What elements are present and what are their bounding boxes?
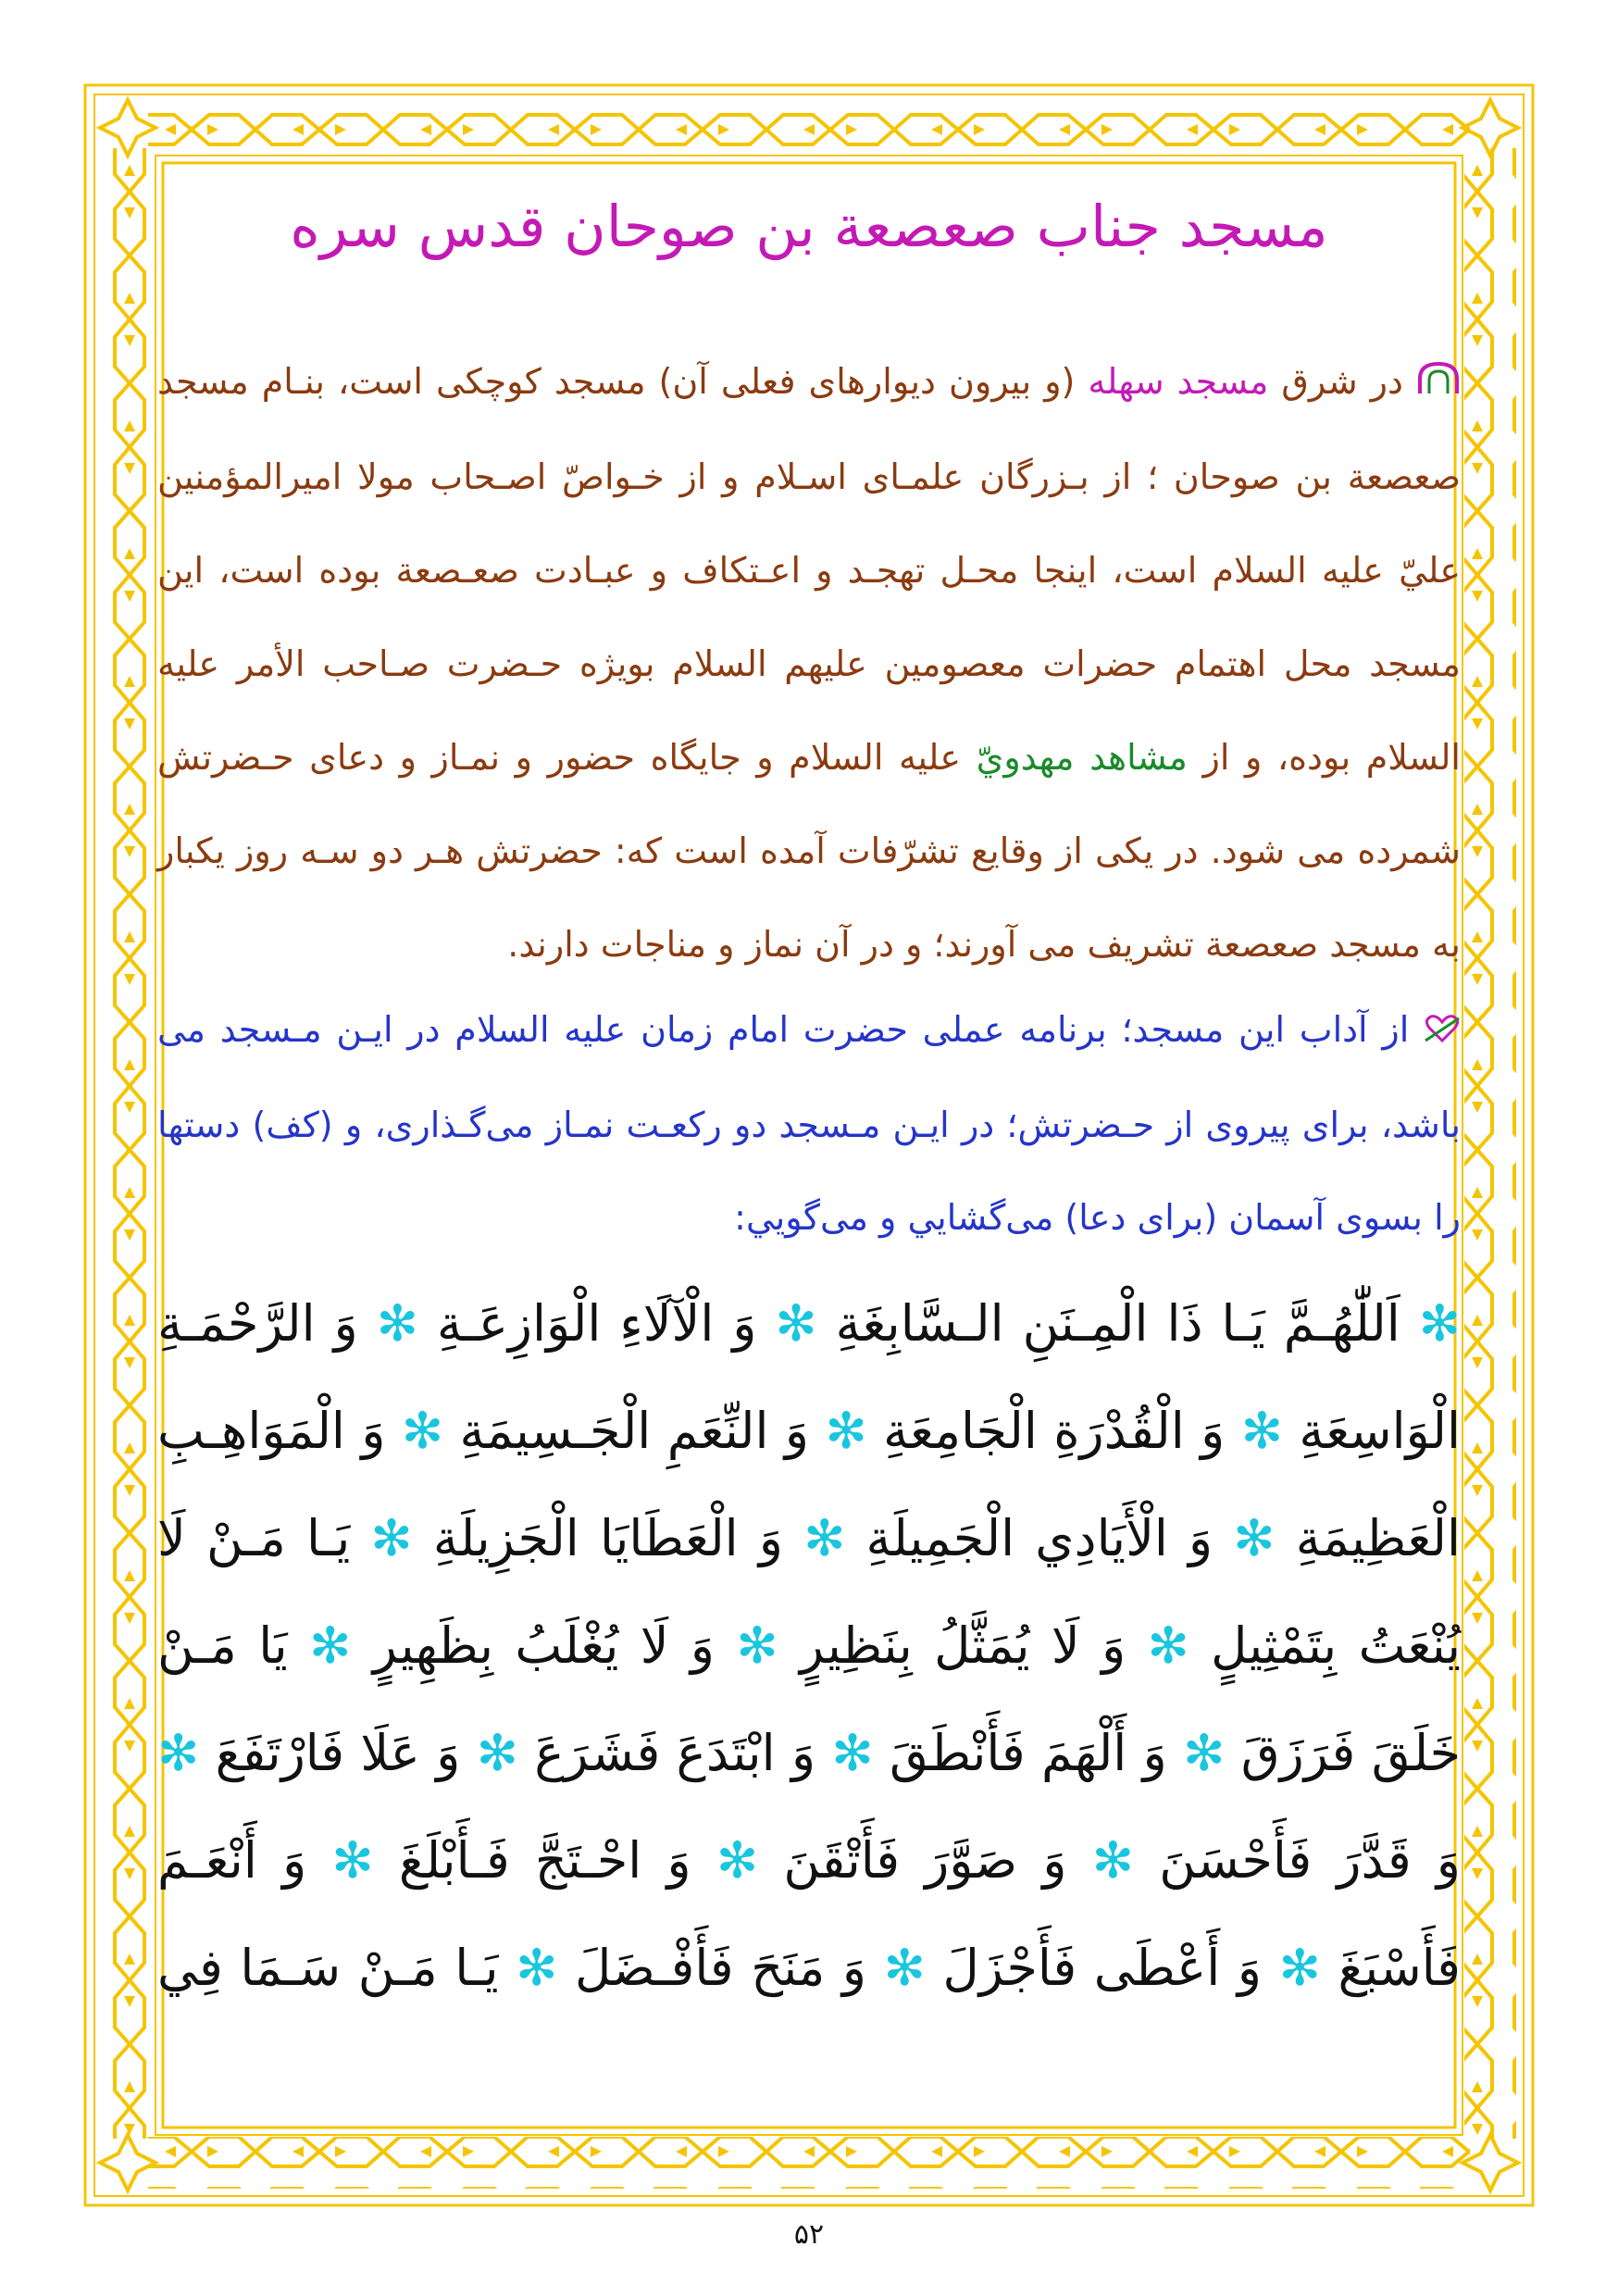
- dua-phrase: وَ أَلْهَمَ فَأَنْطَقَ: [890, 1724, 1167, 1782]
- dua-separator: ✻: [370, 1509, 413, 1567]
- dua-phrase: وَ صَوَّرَ فَأَتْقَنَ: [783, 1831, 1067, 1890]
- page-title-text: مسجد جناب صعصعة بن صوحان قدس سره: [290, 193, 1328, 260]
- dua-phrase: وَ الْمَوَاهِـبِ الْعَظِيمَةِ: [157, 1402, 1461, 1567]
- dua-separator: ✻: [736, 1616, 778, 1675]
- dua-separator: ✻: [1278, 1939, 1321, 1997]
- dua-phrase: وَ أَعْطَى فَأَجْزَلَ: [942, 1939, 1262, 1997]
- dua-phrase: وَ لَا يُمَثَّلُ بِنَظِيرٍ: [800, 1616, 1126, 1675]
- page-number: ۵۲: [793, 2218, 825, 2251]
- dua-phrase: وَ قَدَّرَ فَأَحْسَنَ: [1159, 1831, 1461, 1890]
- dua-text: [157, 1270, 1461, 2022]
- page-title: [157, 185, 1461, 268]
- dua-separator: ✻: [1418, 1294, 1462, 1353]
- dua-separator: ✻: [331, 1831, 374, 1890]
- dua-phrase: وَ الرَّحْمَـةِ الْوَاسِعَةِ: [157, 1294, 1461, 1460]
- dua-separator: ✻: [1147, 1616, 1189, 1675]
- dua-separator: ✻: [1240, 1402, 1283, 1460]
- masjid-sahla-name: مسجد سهله: [1088, 361, 1269, 402]
- intro-text-2: علیه السلام و جایگاه حضور و نمـاز و دعای حـضرتش شمرده می شود. در یکی از وقایع تشرّفات آمده است که: حضرتش هـر دو سـه روز یکبار به مسجد صعصعة تشریف می آورند؛ و در آن نماز و مناجات دارند.: [157, 737, 1461, 965]
- dua-separator: ✻: [1183, 1724, 1226, 1782]
- intro-text-1: (و بیرون دیوارهای فعلی آن) مسجد کوچکی است، بنـام مسجد صعصعة بن صوحان ؛ از بـزرگان علمـای اسـلام و از خـواصّ اصـحاب مولا امیرالمؤمنین عليّ علیه السلام است، اینجا محـل تهجـد و اعـتکاف و عبـادت صعـصعة بوده است، این مسجد محل اهتمام حضرات معصومین علیهم السلام بویژه حـضرت صـاحب الأمر علیه السلام بوده، و از: [157, 361, 1461, 778]
- dua-separator: ✻: [825, 1402, 867, 1460]
- dua-phrase: يَا مَـنْ خَلَقَ فَرَزَقَ: [157, 1616, 1462, 1782]
- dua-phrase: وَ ابْتَدَعَ فَشَرَعَ: [534, 1724, 816, 1782]
- heart-arrow-bullet-icon: [1424, 986, 1461, 1079]
- dua-separator: ✻: [831, 1724, 874, 1782]
- dua-separator: ✻: [1233, 1509, 1276, 1567]
- dua-phrase: وَ مَنَحَ فَأَفْـضَلَ: [575, 1939, 866, 1997]
- dua-separator: ✻: [1091, 1831, 1134, 1890]
- arch-bullet-icon: [1416, 337, 1461, 430]
- dua-phrase: وَ الْقُدْرَةِ الْجَامِعَةِ: [883, 1402, 1226, 1460]
- dua-separator: ✻: [157, 1724, 200, 1782]
- dua-separator: ✻: [516, 1939, 558, 1997]
- dua-separator: ✻: [401, 1402, 444, 1460]
- dua-separator: ✻: [376, 1294, 418, 1353]
- dua-phrase: اَللّٰهُـمَّ يَـا ذَا الْمِـنَنِ الـسَّابِغَةِ: [835, 1294, 1400, 1353]
- dua-phrase: وَ النِّعَمِ الْجَـسِيمَةِ: [459, 1402, 809, 1460]
- dua-phrase: يَـا مَـنْ لَا يُنْعَتُ بِتَمْثِيلٍ: [157, 1509, 1461, 1675]
- intro-paragraph: [157, 335, 1461, 992]
- dua-separator: ✻: [803, 1509, 846, 1567]
- dua-phrase: وَ الْآلَاءِ الْوَازِعَـةِ: [436, 1294, 757, 1353]
- dua-separator: ✻: [476, 1724, 518, 1782]
- dua-phrase: وَ الْأَيَادِي الْجَمِيلَةِ: [865, 1509, 1214, 1567]
- etiquette-text: از آداب این مسجد؛ برنامه عملی حضرت امام زمان علیه السلام در ایـن مـسجد می باشد، برای پیروی از حـضرتش؛ در ایـن مـسجد دو رکعـت نمـاز می‌گـذاری، و (کف) دستها را بسوی آسمان (برای دعا) می‌گشایي و می‌گويي:: [157, 1009, 1461, 1238]
- dua-phrase: وَ الْعَطَايَا الْجَزِيلَةِ: [432, 1509, 783, 1567]
- etiquette-paragraph: [157, 983, 1461, 1264]
- dua-separator: ✻: [775, 1294, 817, 1353]
- dua-separator: ✻: [309, 1616, 352, 1675]
- dua-phrase: وَ عَلَا فَارْتَفَعَ: [215, 1724, 461, 1782]
- dua-separator: ✻: [716, 1831, 759, 1890]
- intro-lead: در شرق: [1281, 361, 1403, 402]
- dua-phrase: وَ لَا يُغْلَبُ بِظَهِيرٍ: [372, 1616, 716, 1675]
- dua-phrase: وَ أَنْعَـمَ فَأَسْبَغَ: [157, 1831, 1461, 1997]
- dua-phrase: وَ احْـتَجَّ فَـأَبْلَغَ: [398, 1831, 691, 1890]
- dua-separator: ✻: [883, 1939, 926, 1997]
- dua-phrase: يَـا مَـنْ سَـمَا فِي: [157, 1939, 499, 1997]
- mahdavi-sites-term: مشاهد مهدويّ: [976, 737, 1188, 778]
